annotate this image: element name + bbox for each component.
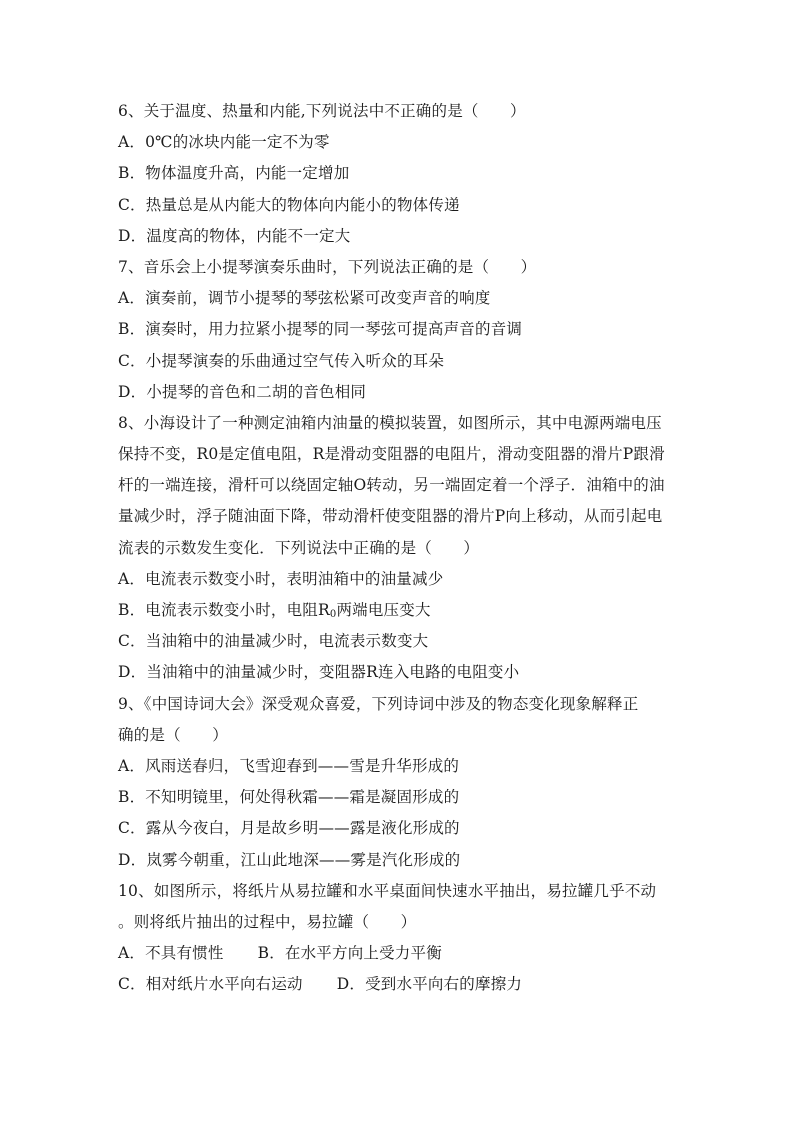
question-9-option-a: A．风雨送春归，飞雪迎春到——雪是升华形成的 xyxy=(118,756,460,775)
question-9-option-d: D．岚雾今朝重，江山此地深——雾是汽化形成的 xyxy=(118,850,461,869)
question-6-option-c: C．热量总是从内能大的物体向内能小的物体传递 xyxy=(118,195,460,214)
question-10-stem-line-2: 。则将纸片抽出的过程中，易拉罐（ ） xyxy=(118,912,417,931)
question-8-option-b xyxy=(118,595,698,626)
question-8-stem-line-4: 量减少时，浮子随油面下降，带动滑杆使变阻器的滑片P向上移动，从而引起电 xyxy=(118,507,663,526)
question-10-option-d: D．受到水平向右的摩擦力 xyxy=(336,975,523,994)
option-b-text: B．电流表示数变小时，电阻R xyxy=(118,601,330,619)
question-10-option-b: B．在水平方向上受力平衡 xyxy=(257,944,442,963)
question-7-stem: 7、音乐会上小提琴演奏乐曲时，下列说法正确的是（ ） xyxy=(118,257,537,276)
question-10-options-row-1 xyxy=(118,938,698,969)
question-8-stem-line-1: 8、小海设计了一种测定油箱内油量的模拟装置，如图所示，其中电源两端电压 xyxy=(118,413,662,432)
question-7-option-a: A．演奏前，调节小提琴的琴弦松紧可改变声音的响度 xyxy=(118,289,491,308)
resistor-subscript: 0 xyxy=(329,609,337,620)
question-9-stem-line-1: 9、《中国诗词大会》深受观众喜爱，下列诗词中涉及的物态变化现象解释正 xyxy=(118,694,639,713)
question-10-stem-line-1: 10、如图所示，将纸片从易拉罐和水平桌面间快速水平抽出，易拉罐几乎不动 xyxy=(118,881,657,900)
question-6-option-b: B．物体温度升高，内能一定增加 xyxy=(118,164,350,183)
question-7-option-d: D．小提琴的音色和二胡的音色相同 xyxy=(118,382,367,401)
question-9-option-c: C．露从今夜白，月是故乡明——露是液化形成的 xyxy=(118,819,460,838)
question-10-options-row-2 xyxy=(118,969,698,1000)
question-6-option-a: A．0℃的冰块内能一定不为零 xyxy=(118,133,330,152)
question-9-option-b: B．不知明镜里，何处得秋霜——霜是凝固形成的 xyxy=(118,788,460,807)
option-b-tail: 两端电压变大 xyxy=(336,601,431,619)
question-8-option-c: C．当油箱中的油量减少时，电流表示数变大 xyxy=(118,632,429,651)
question-10-option-a: A．不具有惯性 xyxy=(118,944,224,963)
question-8-stem-line-5: 流表的示数发生变化．下列说法中正确的是（ ） xyxy=(118,538,480,557)
question-8-option-a: A．电流表示数变小时，表明油箱中的油量减少 xyxy=(118,569,444,588)
question-8-option-d: D．当油箱中的油量减少时，变阻器R连入电路的电阻变小 xyxy=(118,663,520,682)
question-9-stem-line-2: 确的是（ ） xyxy=(118,725,228,744)
question-7-option-c: C．小提琴演奏的乐曲通过空气传入听众的耳朵 xyxy=(118,351,445,370)
question-6-stem: 6、关于温度、热量和内能,下列说法中不正确的是（ ） xyxy=(118,102,526,120)
question-7-option-b: B．演奏时，用力拉紧小提琴的同一琴弦可提高声音的音调 xyxy=(118,320,523,339)
question-8-stem-line-2: 保持不变，R0是定值电阻，R是滑动变阻器的电阻片，滑动变阻器的滑片P跟滑 xyxy=(118,445,665,464)
question-list xyxy=(118,96,698,1000)
question-10-option-c: C．相对纸片水平向右运动 xyxy=(118,975,303,994)
question-8-stem-line-3: 杆的一端连接，滑杆可以绕固定轴O转动，另一端固定着一个浮子．油箱中的油 xyxy=(118,476,665,495)
question-6-option-d: D．温度高的物体，内能不一定大 xyxy=(118,226,351,245)
